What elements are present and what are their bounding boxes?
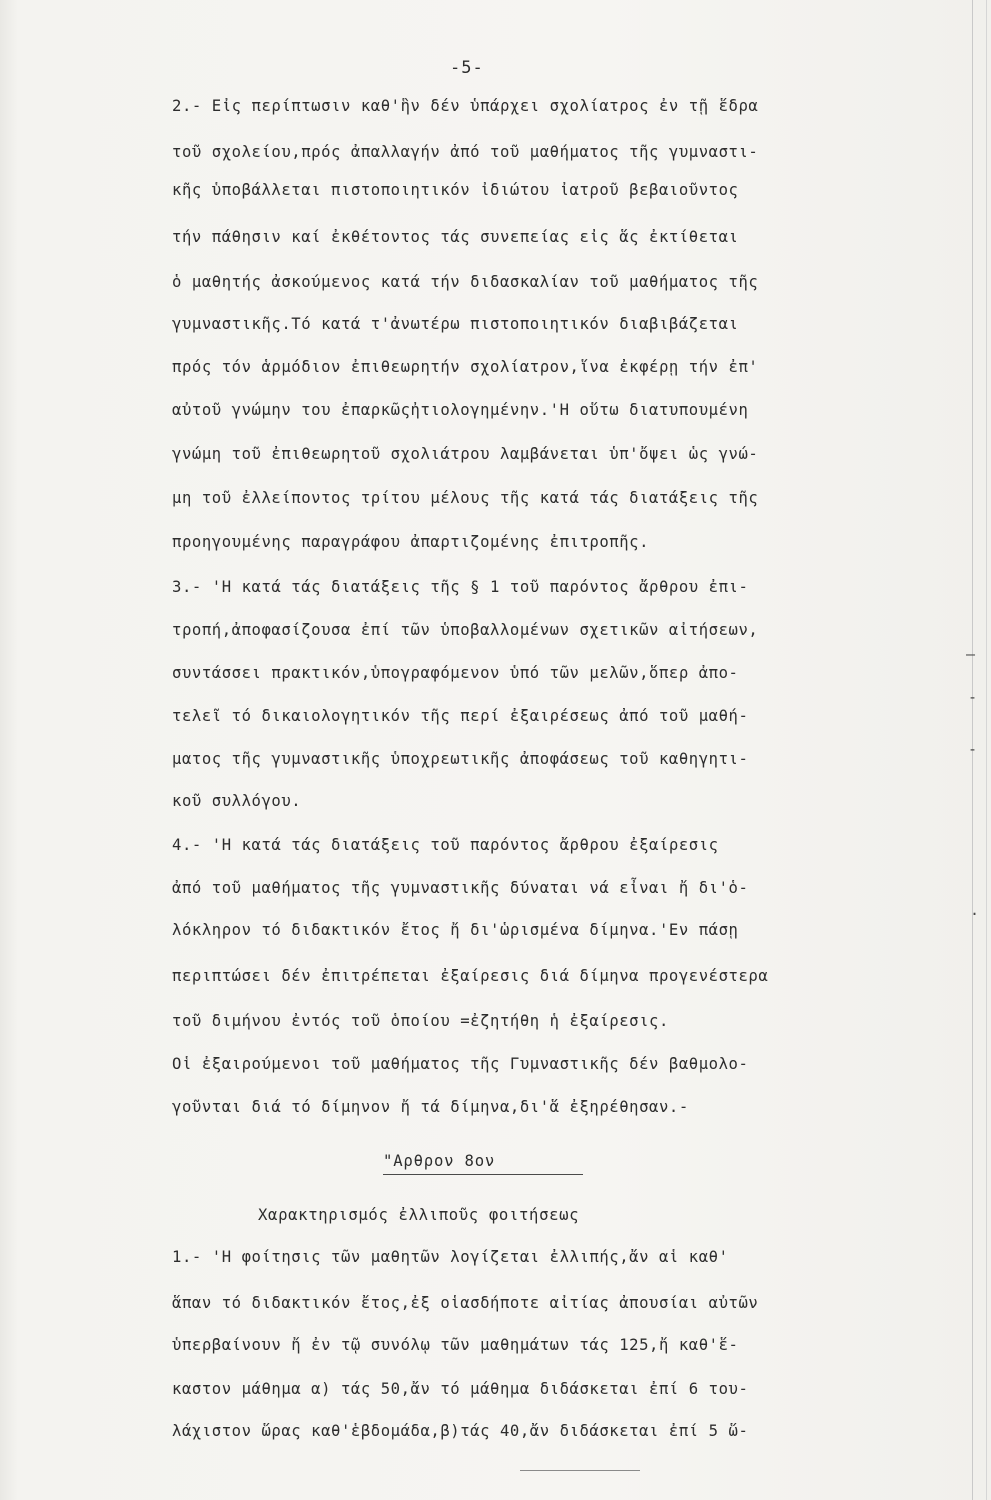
text-line: τήν πάθησιν καί ἐκθέτοντος τάς συνεπείας εἰς ἅς ἐκτίθεται: [172, 228, 739, 246]
margin-dash-mark: —: [966, 645, 976, 663]
text-line: λάχιστον ὥρας καθ'ἑβδομάδα,β)τάς 40,ἄν διδάσκεται ἐπί 5 ὥ-: [172, 1422, 749, 1440]
text-line: μη τοῦ ἐλλείποντος τρίτου μέλους τῆς κατά τάς διατάξεις τῆς: [172, 489, 759, 507]
text-line: τροπή,ἀποφασίζουσα ἐπί τῶν ὑποβαλλομένων σχετικῶν αἰτήσεων,: [172, 621, 759, 639]
heading-underline: [383, 1174, 583, 1175]
text-line: Οἱ ἐξαιρούμενοι τοῦ μαθήματος τῆς Γυμναστικῆς δέν βαθμολο-: [172, 1055, 749, 1073]
text-line: γοῦνται διά τό δίμηνον ἤ τά δίμηνα,δι'ἅ ἐξηρέθησαν.-: [172, 1098, 689, 1116]
text-line: ὑπερβαίνουν ἤ ἐν τῷ συνόλῳ τῶν μαθημάτων τάς 125,ἤ καθ'ἕ-: [172, 1336, 739, 1354]
page-edge-line-outer: [986, 0, 987, 1500]
text-line: τοῦ σχολείου,πρός ἀπαλλαγήν ἀπό τοῦ μαθήματος τῆς γυμναστι-: [172, 143, 759, 161]
text-line: καστον μάθημα α) τάς 50,ἄν τό μάθημα διδάσκεται ἐπί 6 του-: [172, 1380, 749, 1398]
text-line: λόκληρον τό διδακτικόν ἔτος ἤ δι'ὡρισμένα δίμηνα.'Εν πάσῃ: [172, 921, 739, 939]
text-line: ὁ μαθητής ἀσκούμενος κατά τήν διδασκαλίαν τοῦ μαθήματος τῆς: [172, 273, 759, 291]
text-line: γνώμη τοῦ ἐπιθεωρητοῦ σχολιάτρου λαμβάνεται ὑπ'ὄψει ὡς γνώ-: [172, 445, 759, 463]
text-line: συντάσσει πρακτικόν,ὑπογραφόμενον ὑπό τῶν μελῶν,ὅπερ ἀπο-: [172, 664, 739, 682]
text-line: κοῦ συλλόγου.: [172, 792, 302, 810]
text-line: ἀπό τοῦ μαθήματος τῆς γυμναστικῆς δύναται νά εἶναι ἤ δι'ὁ-: [172, 879, 749, 897]
article-subheading: Χαρακτηρισμός ἐλλιποῦς φοιτήσεως: [258, 1206, 580, 1224]
text-line: αὐτοῦ γνώμην του ἐπαρκῶςἠτιολογημένην.'Η οὕτω διατυπουμένη: [172, 401, 749, 419]
text-line: τοῦ διμήνου ἐντός τοῦ ὁποίου =ἐζητήθη ἡ ἐξαίρεσις.: [172, 1012, 669, 1030]
text-line: τελεῖ τό δικαιολογητικόν τῆς περί ἐξαιρέσεως ἀπό τοῦ μαθή-: [172, 707, 749, 725]
text-line: 2.- Εἰς περίπτωσιν καθ'ἣν δέν ὑπάρχει σχολίατρος ἐν τῇ ἕδρα: [172, 97, 759, 115]
margin-dash-mark: -: [968, 740, 978, 758]
margin-dot-mark: ·: [970, 905, 980, 923]
text-line: περιπτώσει δέν ἐπιτρέπεται ἐξαίρεσις διά δίμηνα προγενέστερα: [172, 967, 769, 985]
text-line: 1.- 'Η φοίτησις τῶν μαθητῶν λογίζεται ἐλλιπής,ἄν αἱ καθ': [172, 1248, 729, 1266]
text-line: 4.- 'Η κατά τάς διατάξεις τοῦ παρόντος ἄρθρου ἐξαίρεσις: [172, 836, 719, 854]
text-line: γυμναστικῆς.Τό κατά τ'ἀνωτέρω πιστοποιητικόν διαβιβάζεται: [172, 315, 739, 333]
text-line: κῆς ὑποβάλλεται πιστοποιητικόν ἰδιώτου ἰατροῦ βεβαιοῦντος: [172, 181, 739, 199]
page-number: -5-: [450, 58, 484, 78]
text-line: 3.- 'Η κατά τάς διατάξεις τῆς § 1 τοῦ παρόντος ἄρθρου ἐπι-: [172, 578, 749, 596]
text-line: ματος τῆς γυμναστικῆς ὑποχρεωτικῆς ἀποφάσεως τοῦ καθηγητι-: [172, 750, 749, 768]
text-line: προηγουμένης παραγράφου ἀπαρτιζομένης ἐπιτροπῆς.: [172, 533, 650, 551]
footer-faint-line: [520, 1470, 640, 1471]
text-line: ἅπαν τό διδακτικόν ἔτος,ἐξ οἱασδήποτε αἰτίας ἀπουσίαι αὐτῶν: [172, 1294, 759, 1312]
text-line: πρός τόν ἁρμόδιον ἐπιθεωρητήν σχολίατρον,ἵνα ἐκφέρῃ τήν ἐπ': [172, 358, 759, 376]
article-heading: "Αρθρον 8ον: [383, 1152, 496, 1170]
margin-dash-mark: -: [968, 688, 978, 706]
